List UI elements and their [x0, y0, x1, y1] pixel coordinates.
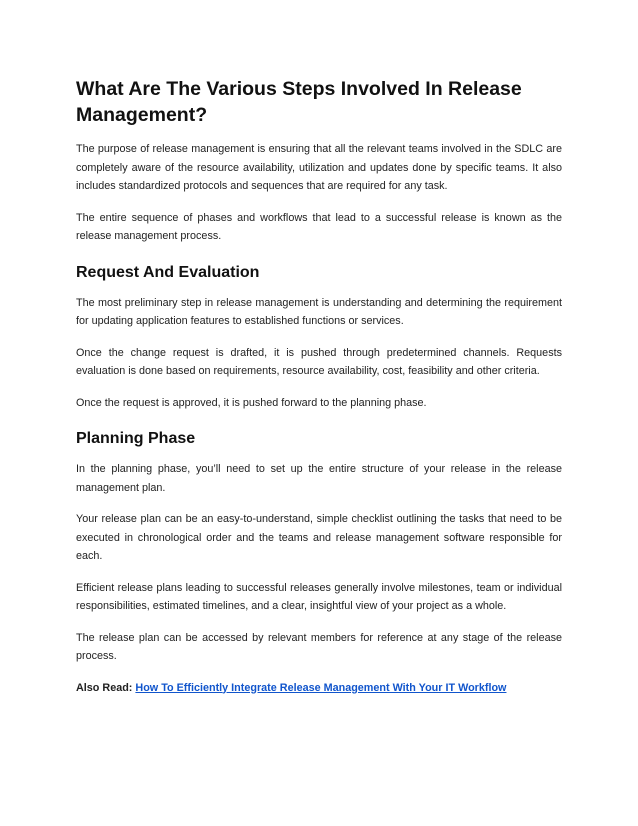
also-read-label: Also Read:	[76, 681, 133, 694]
planning-phase-paragraph-4: The release plan can be accessed by relevant members for reference at any stage of the release process.	[76, 631, 562, 662]
request-evaluation-paragraph-2: Once the change request is drafted, it is pushed through predetermined channels. Requests evaluation is done based on requirements, resource availability, cost, feasibility and other criteria.	[76, 346, 562, 377]
intro-paragraph-1: The purpose of release management is ensuring that all the relevant teams involved in the SDLC are completely aware of the resource availability, utilization and updates done by specific teams. It also includes standardized protocols and sequences that are required for any task.	[76, 143, 562, 192]
also-read-link[interactable]: How To Efficiently Integrate Release Management With Your IT Workflow	[135, 681, 507, 694]
planning-phase-paragraph-1: In the planning phase, you’ll need to set up the entire structure of your release in the release management plan.	[76, 463, 562, 494]
planning-phase-paragraph-3: Efficient release plans leading to successful releases generally involve milestones, team or individual responsibilities, estimated timelines, and a clear, insightful view of your project as a whole.	[76, 581, 562, 612]
section-heading-planning-phase: Planning Phase	[76, 430, 196, 447]
intro-paragraph-2: The entire sequence of phases and workflows that lead to a successful release is known as the release management process.	[76, 211, 562, 242]
document-title: What Are The Various Steps Involved In Release Management?	[76, 78, 522, 126]
request-evaluation-paragraph-3: Once the request is approved, it is pushed forward to the planning phase.	[76, 396, 427, 409]
section-heading-request-evaluation: Request And Evaluation	[76, 263, 260, 281]
also-read-line	[76, 679, 562, 698]
document-page	[76, 76, 562, 697]
request-evaluation-paragraph-1: The most preliminary step in release management is understanding and determining the requirement for updating application features to established functions or services.	[76, 296, 562, 327]
planning-phase-paragraph-2: Your release plan can be an easy-to-understand, simple checklist outlining the tasks that need to be executed in chronological order and the teams and release management software responsible for each.	[76, 513, 562, 562]
